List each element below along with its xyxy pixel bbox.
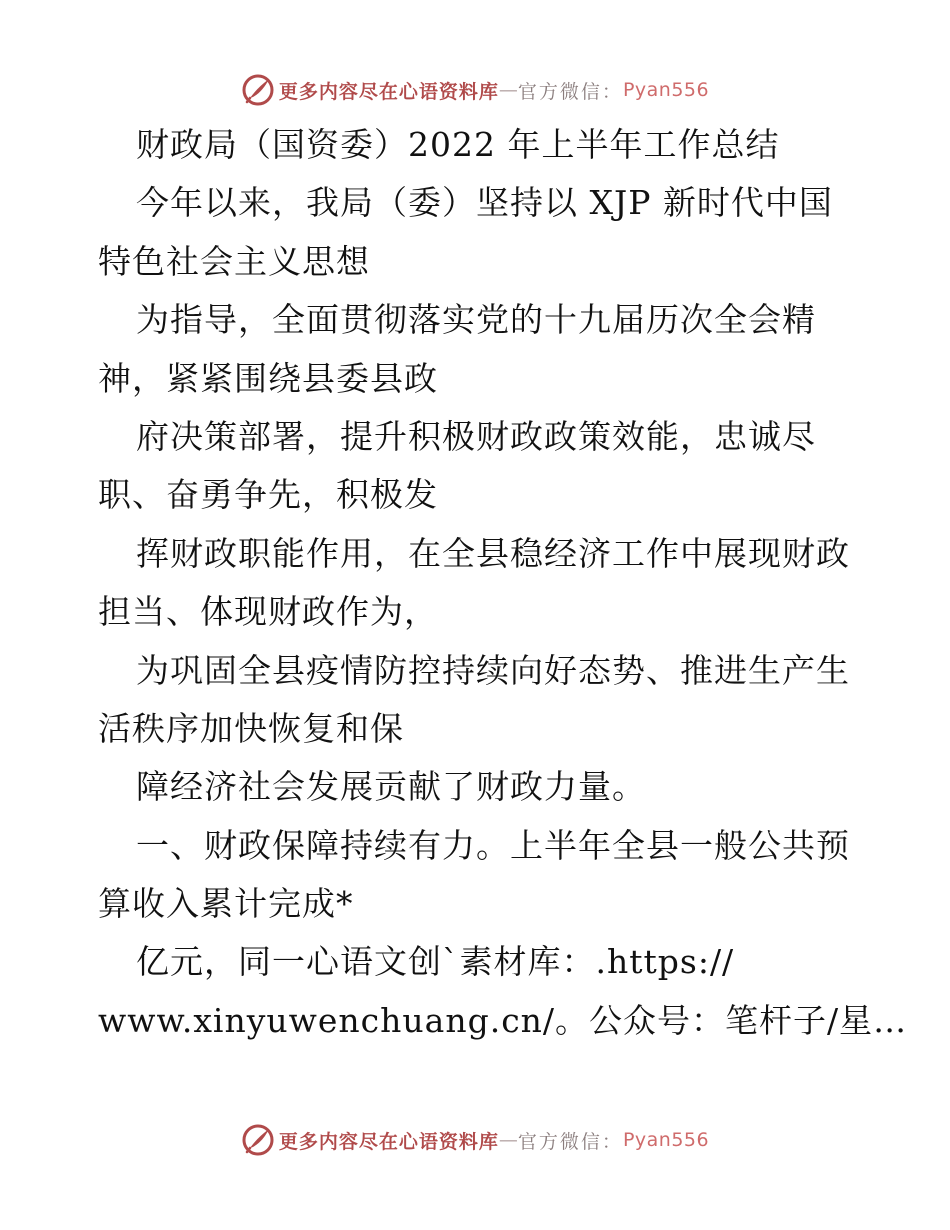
watermark-wechat-id: Pyan556 xyxy=(622,1129,710,1151)
paragraph-line: 为巩固全县疫情防控持续向好态势、推进生产生 xyxy=(136,650,850,690)
paragraph-line: 活秩序加快恢复和保 xyxy=(98,708,404,748)
document-body xyxy=(98,116,908,1050)
feather-logo-icon xyxy=(241,1123,275,1157)
paragraph-line: 为指导，全面贯彻落实党的十九届历次全会精 xyxy=(136,300,816,340)
watermark-wechat-id: Pyan556 xyxy=(622,79,710,101)
paragraph-line: 算收入累计完成* xyxy=(98,884,354,924)
paragraph-line: 神，紧紧围绕县委县政 xyxy=(98,358,438,398)
paragraph-line: 今年以来，我局（委）坚持以 XJP 新时代中国 xyxy=(136,183,833,223)
document-title: 财政局（国资委）2022 年上半年工作总结 xyxy=(136,125,780,164)
watermark-wechat-label: 官方微信： xyxy=(517,1130,623,1153)
bottom-watermark-banner xyxy=(0,1120,950,1160)
watermark-dash: — xyxy=(498,1129,518,1151)
watermark-lead-text: 更多内容尽在心语资料库 xyxy=(278,80,499,103)
paragraph-line: 亿元，同一心语文创`素材库：.https:// xyxy=(136,942,735,982)
watermark-wechat-label: 官方微信： xyxy=(517,80,623,103)
paragraph-line: www.xinyuwenchuang.cn/。公众号：笔杆子/星… xyxy=(98,1000,908,1040)
paragraph-line: 一、财政保障持续有力。上半年全县一般公共预 xyxy=(136,825,850,865)
watermark-dash: — xyxy=(498,79,518,101)
watermark-lead-text: 更多内容尽在心语资料库 xyxy=(278,1130,499,1153)
paragraph-line: 府决策部署，提升积极财政政策效能，忠诚尽 xyxy=(136,416,816,456)
feather-logo-icon xyxy=(241,73,275,107)
paragraph-line: 职、奋勇争先，积极发 xyxy=(98,475,438,515)
paragraph-line: 障经济社会发展贡献了财政力量。 xyxy=(136,767,646,807)
paragraph-line: 挥财政职能作用，在全县稳经济工作中展现财政 xyxy=(136,533,850,573)
top-watermark-banner xyxy=(0,70,950,110)
paragraph-line: 特色社会主义思想 xyxy=(98,241,370,281)
paragraph-line: 担当、体现财政作为， xyxy=(98,592,438,632)
